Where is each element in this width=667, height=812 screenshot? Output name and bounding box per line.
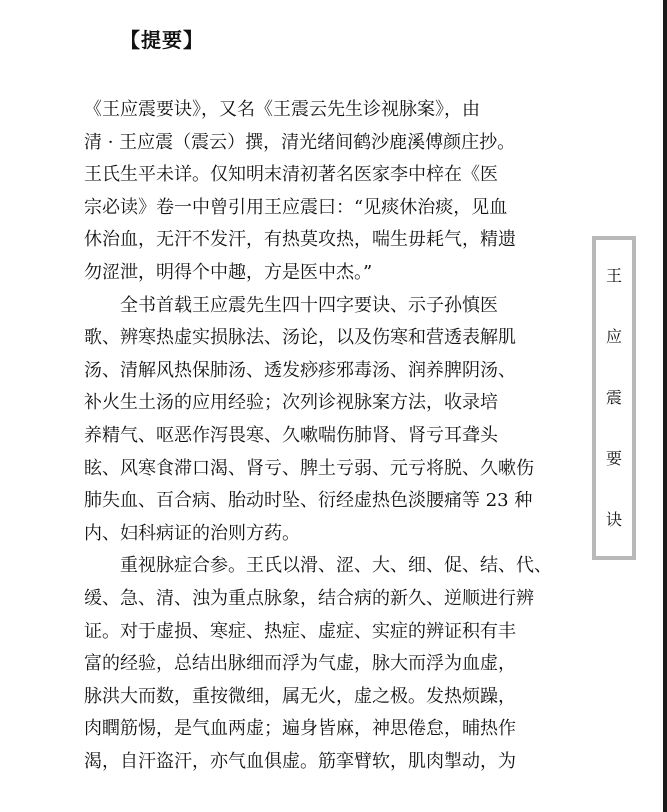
text-line: 宗必读》卷一中曾引用王应震曰：“见痰休治痰，见血 bbox=[84, 196, 508, 218]
text-line: 歌、辨寒热虚实损脉法、汤论，以及伤寒和营透表解肌 bbox=[84, 327, 516, 349]
side-tab-char: 要 bbox=[605, 448, 622, 468]
text-line: 脉洪大而数，重按微细，属无火，虚之极。发热烦躁， bbox=[84, 685, 516, 707]
body-text bbox=[84, 94, 582, 778]
text-line: 眩、风寒食滞口渴、肾亏、脾土亏弱、元亏将脱、久嗽伤 bbox=[84, 457, 534, 479]
text-line: 休治血，无汗不发汗，有热莫攻热，喘生毋耗气，精遗 bbox=[84, 229, 516, 251]
text-line: 《王应震要诀》，又名《王震云先生诊视脉案》，由 bbox=[84, 99, 480, 120]
text-line: 肉瞤筋惕，是气血两虚；遍身皆麻，神思倦怠，晡热作 bbox=[84, 718, 516, 740]
text-line: 勿涩泄，明得个中趣，方是医中杰。” bbox=[84, 261, 373, 283]
side-tab-char: 诀 bbox=[605, 509, 622, 529]
text-line: 全书首载王应震先生四十四字要诀、示子孙慎医 bbox=[84, 294, 498, 316]
text-line: 肺失血、百合病、胎动时坠、衍经虚热色淡腰痛等 23 种 bbox=[84, 490, 533, 512]
text-line: 汤、清解风热保肺汤、透发痧疹邪毒汤、润养脾阴汤、 bbox=[84, 359, 516, 381]
text-line: 内、妇科病证的治则方药。 bbox=[84, 522, 300, 544]
book-title-side-tab bbox=[592, 236, 636, 560]
text-line: 清 · 王应震（震云）撰，清光绪间鹤沙鹿溪傅颜庄抄。 bbox=[84, 131, 516, 153]
side-tab-char: 应 bbox=[605, 327, 622, 347]
text-line: 王氏生平未详。仅知明末清初著名医家李中梓在《医 bbox=[84, 164, 498, 186]
side-tab-char: 震 bbox=[605, 387, 622, 407]
side-tab-char: 王 bbox=[605, 266, 622, 286]
page-right-border bbox=[663, 0, 667, 812]
text-line: 证。对于虚损、寒症、热症、虚症、实症的辨证积有丰 bbox=[84, 620, 516, 642]
text-line: 富的经验，总结出脉细而浮为气虚，脉大而浮为血虚， bbox=[84, 653, 516, 675]
text-line: 渴，自汗盗汗，亦气血俱虚。筋挛臂软，肌肉掣动，为 bbox=[84, 750, 516, 772]
text-line: 重视脉症合参。王氏以滑、涩、大、细、促、结、代、 bbox=[84, 555, 552, 577]
text-line: 补火生土汤的应用经验；次列诊视脉案方法，收录培 bbox=[84, 392, 498, 414]
section-heading: 【提要】 bbox=[120, 28, 204, 52]
text-line: 养精气、呕恶作泻畏寒、久嗽喘伤肺肾、肾亏耳聋头 bbox=[84, 424, 498, 446]
text-line: 缓、急、清、浊为重点脉象，结合病的新久、逆顺进行辨 bbox=[84, 587, 534, 609]
